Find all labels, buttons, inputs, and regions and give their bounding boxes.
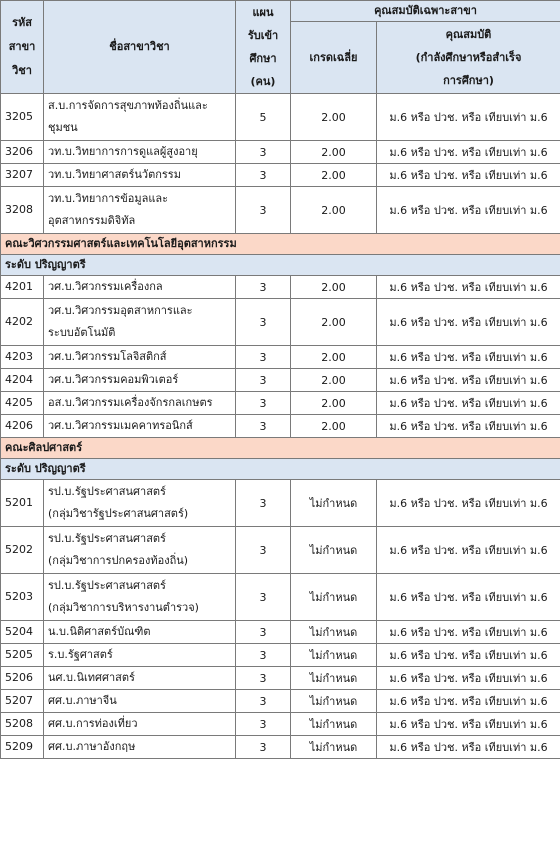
program-gpa: 2.00	[291, 187, 377, 234]
program-code: 5208	[1, 713, 44, 736]
program-name	[44, 713, 236, 736]
program-plan: 5	[236, 94, 291, 141]
program-plan: 3	[236, 527, 291, 574]
program-gpa: ไม่กำหนด	[291, 713, 377, 736]
program-qual: ม.6 หรือ ปวช. หรือ เทียบเท่า ม.6	[377, 480, 560, 527]
level-heading-row	[1, 255, 560, 276]
table-row	[1, 346, 560, 369]
program-name-line: (กลุ่มวิชาการปกครองท้องถิ่น)	[48, 554, 189, 567]
program-name-line: วท.บ.วิทยาการข้อมูลและ	[48, 192, 169, 205]
program-qual: ม.6 หรือ ปวช. หรือ เทียบเท่า ม.6	[377, 667, 560, 690]
header-code: รหัส สาขา วิชา	[1, 1, 44, 94]
program-plan: 3	[236, 187, 291, 234]
faculty-heading-row	[1, 234, 560, 255]
program-qual: ม.6 หรือ ปวช. หรือ เทียบเท่า ม.6	[377, 346, 560, 369]
program-plan: 3	[236, 369, 291, 392]
faculty-heading: คณะวิศวกรรมศาสตร์และเทคโนโลยีอุตสาหกรรม	[1, 234, 560, 255]
program-name	[44, 736, 236, 759]
table-row	[1, 621, 560, 644]
header-qual: คุณสมบัติ (กำลังศึกษาหรือสำเร็จ การศึกษา)	[377, 22, 560, 94]
program-gpa: ไม่กำหนด	[291, 690, 377, 713]
program-gpa: 2.00	[291, 141, 377, 164]
program-name-line: วท.บ.วิทยาศาสตร์นวัตกรรม	[48, 168, 181, 181]
program-code: 3208	[1, 187, 44, 234]
program-name-line: ศศ.บ.ภาษาอังกฤษ	[48, 740, 136, 753]
program-name-line: วศ.บ.วิศวกรรมอุตสาหการและ	[48, 304, 193, 317]
program-name	[44, 527, 236, 574]
program-gpa: ไม่กำหนด	[291, 480, 377, 527]
program-code: 4202	[1, 299, 44, 346]
program-plan: 3	[236, 667, 291, 690]
program-gpa: ไม่กำหนด	[291, 667, 377, 690]
program-gpa: ไม่กำหนด	[291, 527, 377, 574]
program-code: 4205	[1, 392, 44, 415]
program-code: 4204	[1, 369, 44, 392]
program-gpa: ไม่กำหนด	[291, 644, 377, 667]
program-name	[44, 369, 236, 392]
program-plan: 3	[236, 644, 291, 667]
program-name	[44, 667, 236, 690]
program-qual: ม.6 หรือ ปวช. หรือ เทียบเท่า ม.6	[377, 736, 560, 759]
table-row	[1, 164, 560, 187]
program-plan: 3	[236, 690, 291, 713]
program-qual: ม.6 หรือ ปวช. หรือ เทียบเท่า ม.6	[377, 141, 560, 164]
program-plan: 3	[236, 480, 291, 527]
program-plan: 3	[236, 621, 291, 644]
program-qual: ม.6 หรือ ปวช. หรือ เทียบเท่า ม.6	[377, 276, 560, 299]
program-name-line: อุตสาหกรรมดิจิทัล	[48, 214, 136, 227]
program-code: 5206	[1, 667, 44, 690]
table-row	[1, 574, 560, 621]
program-name-line: วศ.บ.วิศวกรรมเมคคาทรอนิกส์	[48, 419, 193, 432]
header-plan: แผน รับเข้า ศึกษา (คน)	[236, 1, 291, 94]
program-plan: 3	[236, 141, 291, 164]
program-qual: ม.6 หรือ ปวช. หรือ เทียบเท่า ม.6	[377, 690, 560, 713]
program-qual: ม.6 หรือ ปวช. หรือ เทียบเท่า ม.6	[377, 415, 560, 438]
program-name-line: ศศ.บ.การท่องเที่ยว	[48, 717, 138, 730]
level-heading-row	[1, 459, 560, 480]
program-name-line: ส.บ.การจัดการสุขภาพท้องถิ่นและ	[48, 99, 208, 112]
program-plan: 3	[236, 392, 291, 415]
program-code: 5203	[1, 574, 44, 621]
table-row	[1, 141, 560, 164]
program-gpa: 2.00	[291, 164, 377, 187]
program-name	[44, 644, 236, 667]
level-heading: ระดับ ปริญญาตรี	[1, 459, 560, 480]
program-plan: 3	[236, 736, 291, 759]
program-plan: 3	[236, 574, 291, 621]
program-gpa: ไม่กำหนด	[291, 736, 377, 759]
program-name-line: ศศ.บ.ภาษาจีน	[48, 694, 117, 707]
header-gpa: เกรดเฉลี่ย	[291, 22, 377, 94]
program-code: 5201	[1, 480, 44, 527]
program-qual: ม.6 หรือ ปวช. หรือ เทียบเท่า ม.6	[377, 574, 560, 621]
program-name-line: วท.บ.วิทยาการการดูแลผู้สูงอายุ	[48, 145, 198, 158]
program-plan: 3	[236, 164, 291, 187]
program-name	[44, 690, 236, 713]
program-qual: ม.6 หรือ ปวช. หรือ เทียบเท่า ม.6	[377, 392, 560, 415]
table-row	[1, 713, 560, 736]
header-qual-group: คุณสมบัติเฉพาะสาขา	[291, 1, 560, 22]
program-qual: ม.6 หรือ ปวช. หรือ เทียบเท่า ม.6	[377, 187, 560, 234]
program-gpa: 2.00	[291, 346, 377, 369]
faculty-heading-row	[1, 438, 560, 459]
table-row	[1, 276, 560, 299]
program-name-line: รป.บ.รัฐประศาสนศาสตร์	[48, 579, 166, 592]
program-name	[44, 346, 236, 369]
level-heading: ระดับ ปริญญาตรี	[1, 255, 560, 276]
program-name-line: รป.บ.รัฐประศาสนศาสตร์	[48, 532, 166, 545]
program-qual: ม.6 หรือ ปวช. หรือ เทียบเท่า ม.6	[377, 713, 560, 736]
program-name-line: วศ.บ.วิศวกรรมคอมพิวเตอร์	[48, 373, 179, 386]
table-row	[1, 527, 560, 574]
program-code: 3205	[1, 94, 44, 141]
program-qual: ม.6 หรือ ปวช. หรือ เทียบเท่า ม.6	[377, 644, 560, 667]
program-name-line: (กลุ่มวิชาการบริหารงานตำรวจ)	[48, 601, 199, 614]
program-name-line: วศ.บ.วิศวกรรมโลจิสติกส์	[48, 350, 167, 363]
program-name	[44, 164, 236, 187]
table-row	[1, 369, 560, 392]
table-row	[1, 480, 560, 527]
program-name-line: ชุมชน	[48, 121, 78, 134]
table-row	[1, 415, 560, 438]
program-gpa: 2.00	[291, 392, 377, 415]
program-code: 4203	[1, 346, 44, 369]
program-plan: 3	[236, 346, 291, 369]
program-code: 5207	[1, 690, 44, 713]
program-plan: 3	[236, 713, 291, 736]
table-row	[1, 299, 560, 346]
program-code: 3207	[1, 164, 44, 187]
program-name	[44, 480, 236, 527]
program-name	[44, 621, 236, 644]
program-qual: ม.6 หรือ ปวช. หรือ เทียบเท่า ม.6	[377, 94, 560, 141]
program-name	[44, 187, 236, 234]
program-name	[44, 141, 236, 164]
program-name-line: วศ.บ.วิศวกรรมเครื่องกล	[48, 280, 163, 293]
program-gpa: 2.00	[291, 415, 377, 438]
program-name-line: รป.บ.รัฐประศาสนศาสตร์	[48, 485, 166, 498]
table-row	[1, 94, 560, 141]
program-name-line: (กลุ่มวิชารัฐประศาสนศาสตร์)	[48, 507, 189, 520]
program-code: 3206	[1, 141, 44, 164]
program-gpa: 2.00	[291, 369, 377, 392]
program-plan: 3	[236, 299, 291, 346]
table-row	[1, 690, 560, 713]
program-name-line: นศ.บ.นิเทศศาสตร์	[48, 671, 135, 684]
table-row	[1, 644, 560, 667]
table-row	[1, 392, 560, 415]
header-name: ชื่อสาขาวิชา	[44, 1, 236, 94]
program-name-line: ร.บ.รัฐศาสตร์	[48, 648, 113, 661]
program-gpa: ไม่กำหนด	[291, 621, 377, 644]
program-plan: 3	[236, 276, 291, 299]
program-code: 5202	[1, 527, 44, 574]
program-code: 4201	[1, 276, 44, 299]
program-code: 5205	[1, 644, 44, 667]
program-plan: 3	[236, 415, 291, 438]
program-qual: ม.6 หรือ ปวช. หรือ เทียบเท่า ม.6	[377, 527, 560, 574]
program-name	[44, 415, 236, 438]
table-row	[1, 187, 560, 234]
program-name	[44, 299, 236, 346]
program-gpa: 2.00	[291, 276, 377, 299]
program-name-line: น.บ.นิติศาสตร์บัณฑิต	[48, 625, 151, 638]
program-qual: ม.6 หรือ ปวช. หรือ เทียบเท่า ม.6	[377, 299, 560, 346]
table-row	[1, 736, 560, 759]
program-gpa: 2.00	[291, 94, 377, 141]
faculty-heading: คณะศิลปศาสตร์	[1, 438, 560, 459]
program-gpa: ไม่กำหนด	[291, 574, 377, 621]
program-name	[44, 574, 236, 621]
program-qual: ม.6 หรือ ปวช. หรือ เทียบเท่า ม.6	[377, 164, 560, 187]
program-code: 5209	[1, 736, 44, 759]
program-code: 5204	[1, 621, 44, 644]
table-row	[1, 667, 560, 690]
program-gpa: 2.00	[291, 299, 377, 346]
program-name-line: ระบบอัตโนมัติ	[48, 326, 116, 339]
program-name	[44, 392, 236, 415]
program-name-line: อส.บ.วิศวกรรมเครื่องจักรกลเกษตร	[48, 396, 213, 409]
program-name	[44, 276, 236, 299]
program-qual: ม.6 หรือ ปวช. หรือ เทียบเท่า ม.6	[377, 621, 560, 644]
program-code: 4206	[1, 415, 44, 438]
program-qual: ม.6 หรือ ปวช. หรือ เทียบเท่า ม.6	[377, 369, 560, 392]
program-name	[44, 94, 236, 141]
